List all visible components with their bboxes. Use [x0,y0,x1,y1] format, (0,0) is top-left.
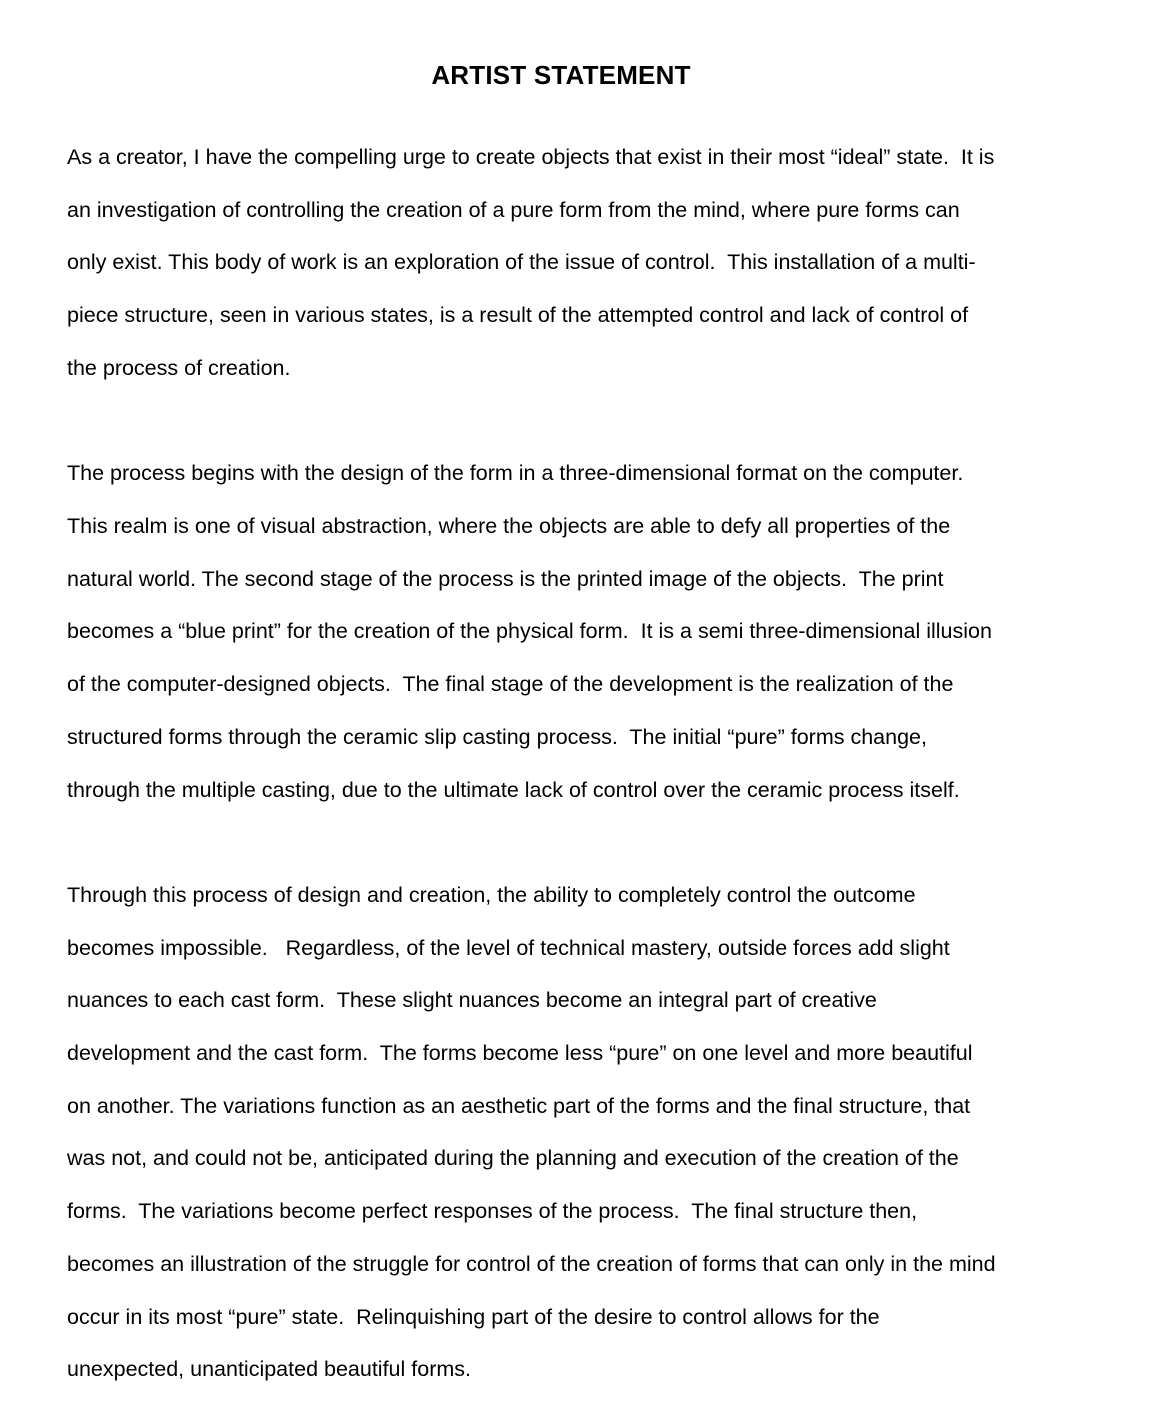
text-line: on another. The variations function as an aesthetic part of the forms and the final structure, that [67,1094,971,1118]
text-line: through the multiple casting, due to the ultimate lack of control over the ceramic process itself. [67,778,960,802]
text-line: becomes impossible. Regardless, of the level of technical mastery, outside forces add slight [67,936,950,960]
text-line: The process begins with the design of the form in a three-dimensional format on the computer. [67,461,964,485]
text-line: only exist. This body of work is an exploration of the issue of control. This installation of a multi- [67,250,976,274]
text-line: of the computer-designed objects. The final stage of the development is the realization of the [67,672,954,696]
text-line: becomes an illustration of the struggle for control of the creation of forms that can only in the mind [67,1252,996,1276]
text-line: the process of creation. [67,356,291,380]
text-line: piece structure, seen in various states, is a result of the attempted control and lack of control of [67,303,969,327]
text-line: structured forms through the ceramic slip casting process. The initial “pure” forms change, [67,725,927,749]
text-line: becomes a “blue print” for the creation of the physical form. It is a semi three-dimensional illusion [67,619,992,643]
text-line: occur in its most “pure” state. Relinquishing part of the desire to control allows for the [67,1305,880,1329]
text-line: nuances to each cast form. These slight nuances become an integral part of creative [67,988,877,1012]
text-line: forms. The variations become perfect responses of the process. The final structure then, [67,1199,918,1223]
document-title: ARTIST STATEMENT [431,60,691,90]
text-line: development and the cast form. The forms become less “pure” on one level and more beautiful [67,1041,973,1065]
text-line: As a creator, I have the compelling urge to create objects that exist in their most “ideal” state. It is [67,145,995,169]
text-line: This realm is one of visual abstraction, where the objects are able to defy all properties of the [67,514,951,538]
text-line: unexpected, unanticipated beautiful forms. [67,1357,471,1381]
text-line: Through this process of design and creation, the ability to completely control the outcome [67,883,916,907]
text-line: was not, and could not be, anticipated during the planning and execution of the creation of the [67,1146,959,1170]
text-line: an investigation of controlling the creation of a pure form from the mind, where pure forms can [67,198,960,222]
text-line: natural world. The second stage of the process is the printed image of the objects. The print [67,567,944,591]
